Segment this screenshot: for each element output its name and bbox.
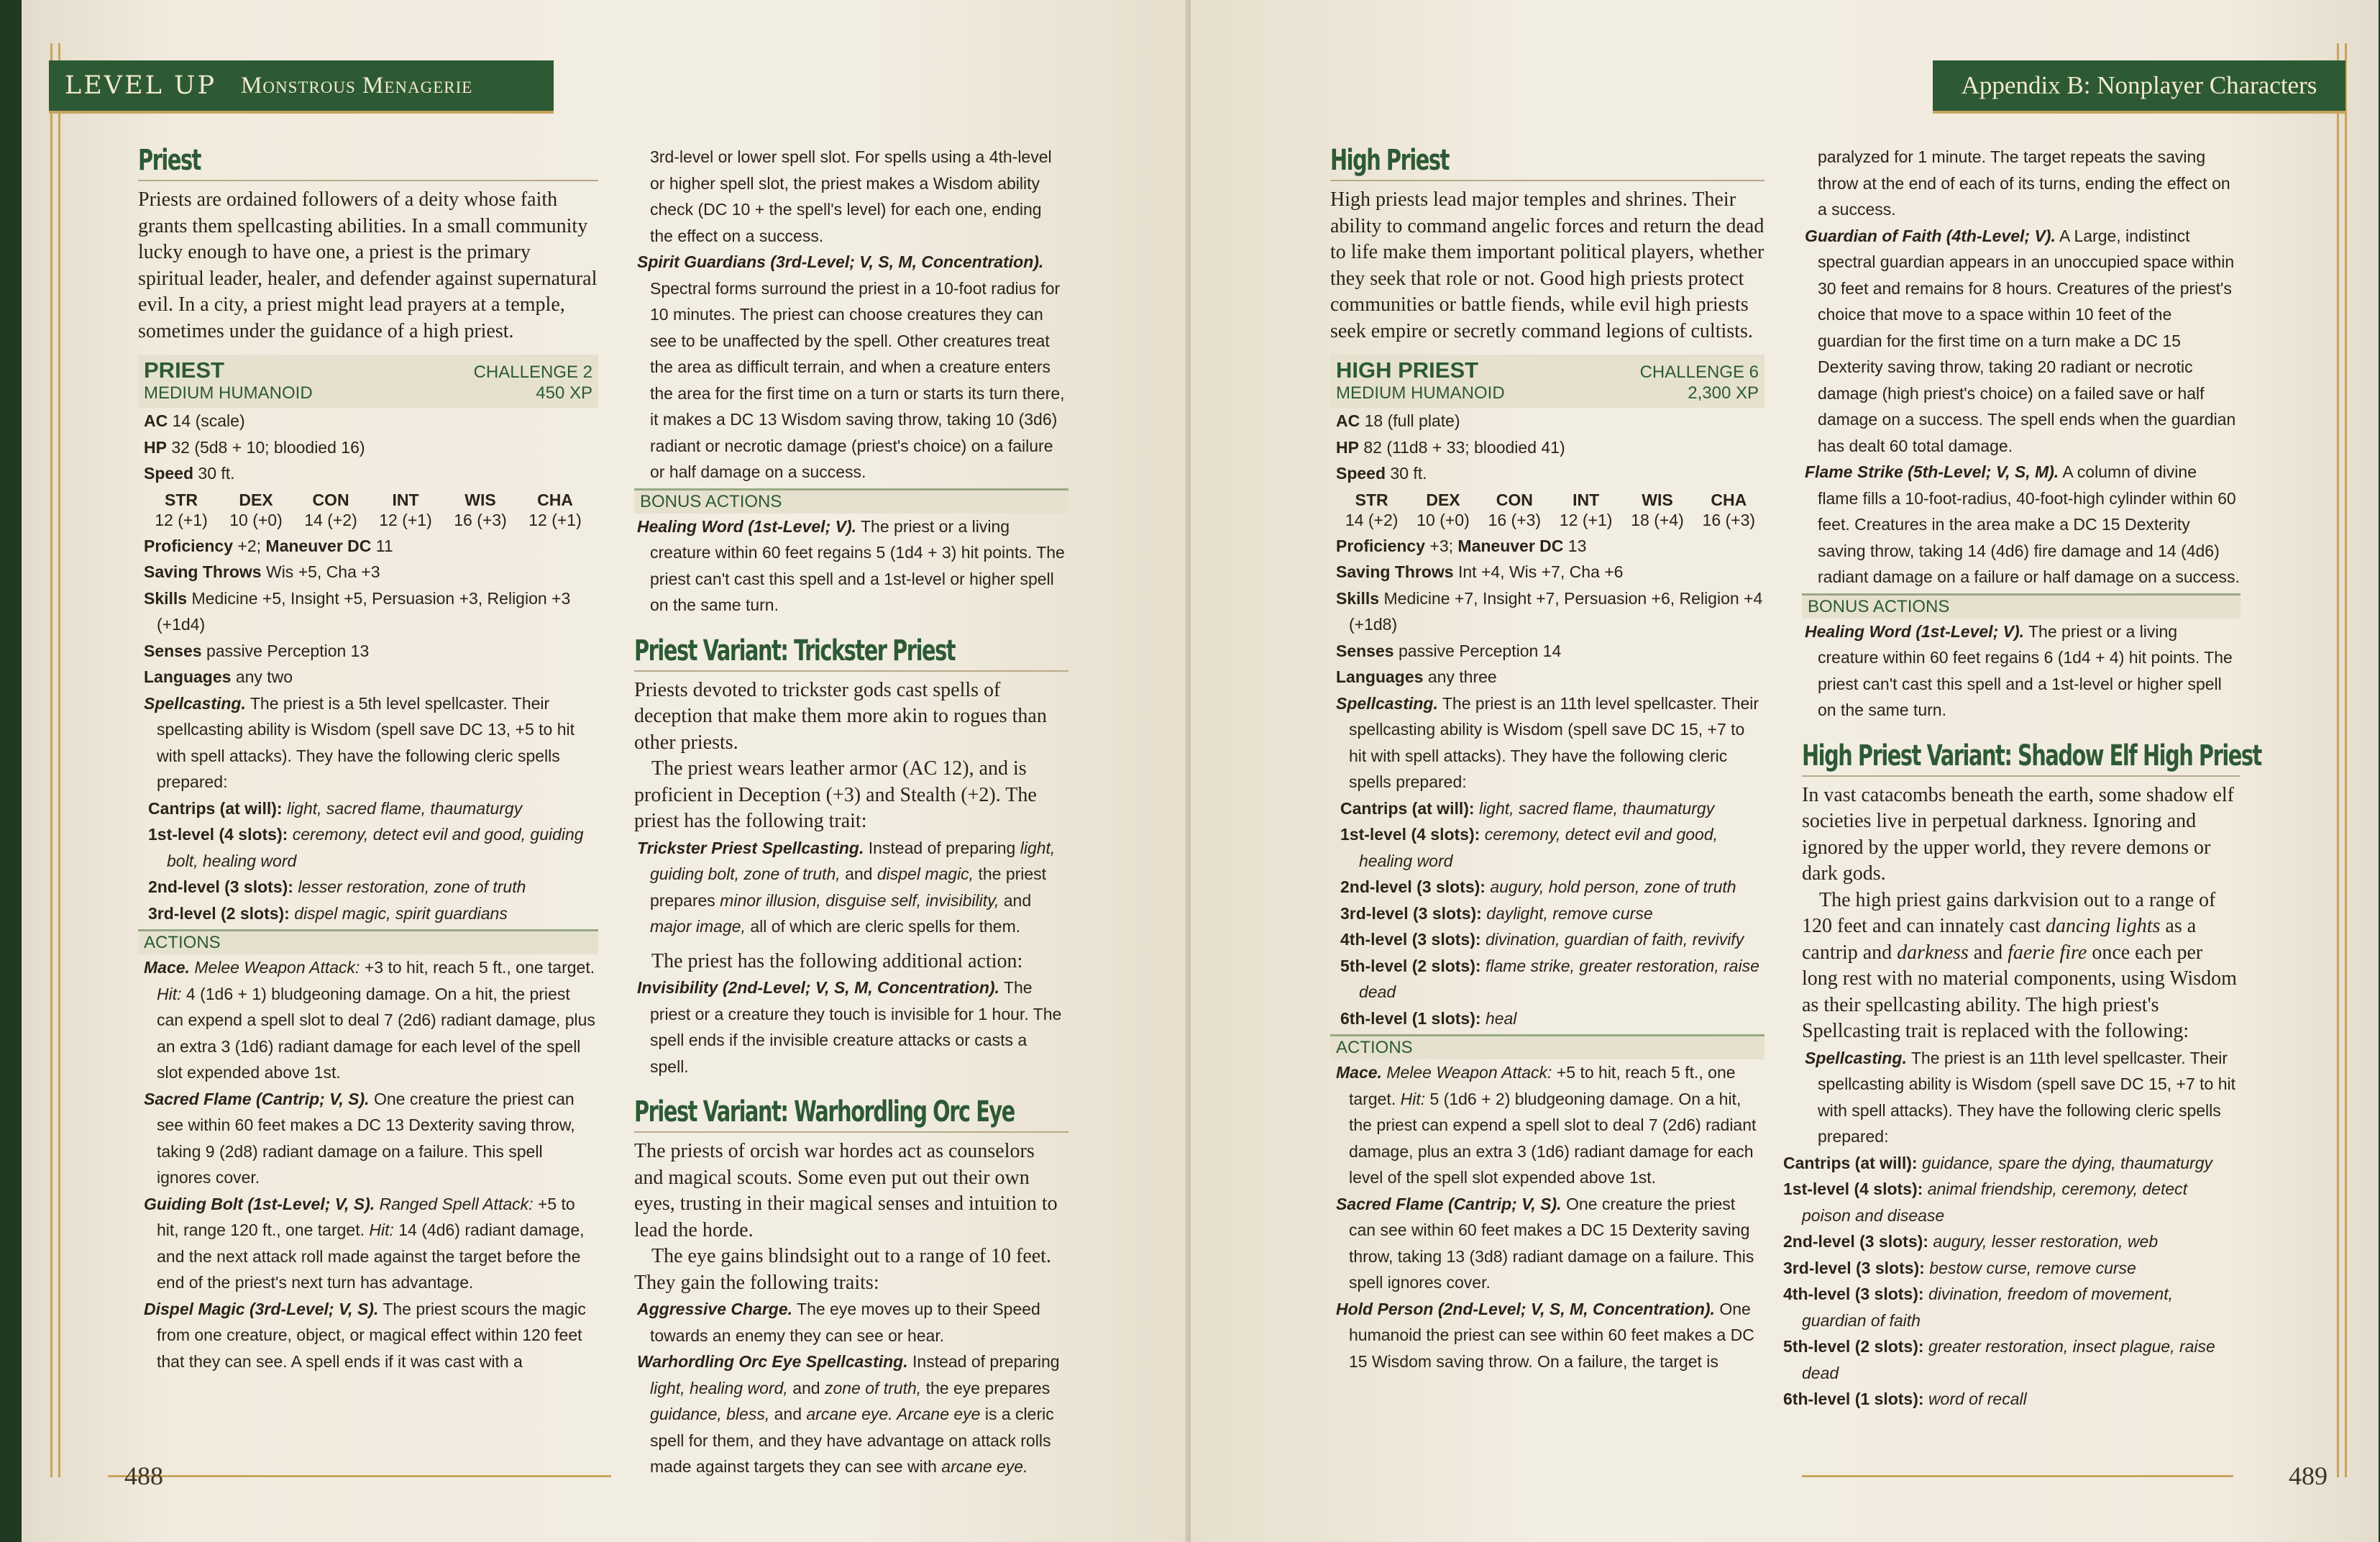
ability-scores <box>1330 490 1765 530</box>
proficiency: Proficiency +3; Maneuver DC 13 <box>1336 536 1587 555</box>
spell-row: 3rd-level (2 slots): dispel magic, spirit guardians <box>148 903 508 923</box>
high-priest-intro: High priests lead major temples and shrines. Their ability to command angelic forces and return the dead to life make them important political players, whether they seek that role or not. Good high priests protect communities or battle fiends, while evil high priests seek empire or secretly command legions of cultists. <box>1330 188 1765 342</box>
spell-row: 3rd-level (3 slots): bestow curse, remove curse <box>1783 1258 2136 1277</box>
spell-row: 1st-level (4 slots): ceremony, detect evil and good, healing word <box>1340 825 1718 870</box>
section-title-priest: Priest <box>138 144 201 177</box>
spell-row: 6th-level (1 slots): heal <box>1340 1008 1517 1028</box>
armor-class: AC 14 (scale) <box>144 411 245 430</box>
trickster-para-1: Priests devoted to trickster gods cast spells of deception that make them more akin to rogues than other priests. <box>634 678 1047 754</box>
trickster-para-2: The priest wears leather armor (AC 12), and is proficient in Deception (+3) and Stealth (+2). The priest has the following trait: <box>634 757 1037 832</box>
frame-left-border <box>50 43 60 1477</box>
orc-aggressive-charge: Aggressive Charge. The eye moves up to their Speed towards an enemy they can see or hear. <box>637 1300 1040 1345</box>
title-rule <box>138 180 598 181</box>
challenge-rating: CHALLENGE 2 <box>473 362 592 382</box>
action-mace: Mace. Melee Weapon Attack: +3 to hit, reach 5 ft., one target. Hit: 4 (1d6 + 1) bludgeoning damage. On a hit, the priest can expend a spell slot to deal 7 (2d6) radiant damage, plus an extra 3 (1d6) radiant damage for each level of the spell slot expended above 1st. <box>144 958 595 1082</box>
series-title: LEVEL UP <box>65 71 217 100</box>
statblock-name: PRIEST <box>144 357 224 383</box>
priest-intro: Priests are ordained followers of a deity whose faith grants them spellcasting abilities. In a small community lucky enough to have one, a priest is the primary spiritual leader, healer, and defender against supernatural evil. In a city, a priest might lead prayers at a temple, sometimes under the guidance of a high priest. <box>138 188 598 342</box>
bonus-healing-word: Healing Word (1st-Level; V). The priest or a living creature within 60 feet regains 5 (1d4 + 3) hit points. The priest can't cast this spell and a 1st-level or higher spell on the same turn. <box>637 516 1065 614</box>
speed: Speed 30 ft. <box>144 464 235 483</box>
hit-points: HP 32 (5d8 + 10; bloodied 16) <box>144 437 365 457</box>
ability-wis: WIS 18 (+4) <box>1631 490 1684 529</box>
ability-dex: DEX 10 (+0) <box>229 490 283 529</box>
action-guiding-bolt: Guiding Bolt (1st-Level; V, S). Ranged Spell Attack: +5 to hit, range 120 ft., one target. Hit: 14 (4d6) radiant damage, and the next attack roll made against the target before the end of the priest's next turn has advantage. <box>144 1194 585 1292</box>
title-rule <box>634 1131 1068 1133</box>
orc-spellcasting: Warhordling Orc Eye Spellcasting. Instead of preparing light, healing word, and zone of truth, the eye prepares guidance, bless, and arcane eye. Arcane eye is a cleric spell for them, and they have advantage on attack rolls made against targets they can see with arcane eye. <box>637 1352 1060 1476</box>
trickster-invisibility: Invisibility (2nd-Level; V, S, M, Concentration). The priest or a creature they touch is invisible for 1 hour. The spell ends if the invisible creature attacks or casts a spell. <box>637 978 1062 1076</box>
saving-throws: Saving Throws Wis +5, Cha +3 <box>144 562 380 581</box>
action-flame-strike: Flame Strike (5th-Level; V, S, M). A column of divine flame fills a 10-foot-radius, 40-foot-high cylinder within 60 feet. Creatures in the area make a DC 15 Dexterity saving throw, taking 14 (4d6) fire damage and 14 (4d6) radiant damage on a failure or half damage on a success. <box>1805 462 2240 586</box>
spell-row: 6th-level (1 slots): word of recall <box>1783 1390 2027 1408</box>
spell-row: 1st-level (4 slots): animal friendship, ceremony, detect poison and disease <box>1783 1180 2188 1225</box>
hit-points: HP 82 (11d8 + 33; bloodied 41) <box>1336 437 1565 457</box>
spellcasting-trait: Spellcasting. The priest is an 11th level spellcaster. Their spellcasting ability is Wisdom (spell save DC 15, +7 to hit with spell attacks). They have the following cleric spells prepared: <box>1336 693 1759 791</box>
running-header-left <box>49 60 554 111</box>
trickster-spellcasting: Trickster Priest Spellcasting. Instead of preparing light, guiding bolt, zone of truth, and dispel magic, the priest prepares minor illusion, disguise self, invisibility, and major image, all of which are cleric spells for them. <box>637 838 1056 936</box>
spell-row: 4th-level (3 slots): divination, freedom of movement, guardian of faith <box>1783 1285 2173 1330</box>
book-title: Monstrous Menagerie <box>241 72 473 99</box>
statblock-header <box>1330 355 1765 408</box>
spell-row: 3rd-level (3 slots): daylight, remove curse <box>1340 903 1653 923</box>
section-title-trickster: Priest Variant: Trickster Priest <box>634 634 956 667</box>
bonus-actions-heading: BONUS ACTIONS <box>634 488 1068 514</box>
xp-value: 2,300 XP <box>1688 383 1759 403</box>
statblock-name: HIGH PRIEST <box>1336 357 1479 383</box>
title-rule <box>634 670 1068 672</box>
spell-row: 4th-level (3 slots): divination, guardian of faith, revivify <box>1340 930 1744 949</box>
action-spirit-guardians: Spirit Guardians (3rd-Level; V, S, M, Concentration). Spectral forms surround the priest in a 10-foot radius for 10 minutes. The priest can choose creatures they can see to be unaffected by the spell. Other creatures treat the area as difficult terrain, and when a creature enters the area for the first time on a turn or starts its turn there, it makes a DC 13 Wisdom saving throw, taking 10 (3d6) radiant or necrotic damage (priest's choice) on a failure or half damage on a success. <box>637 252 1065 481</box>
spellcasting-trait: Spellcasting. The priest is a 5th level spellcaster. Their spellcasting ability is Wisdom (spell save DC 13, +5 to hit with spell attacks). They have the following cleric spells prepared: <box>144 693 575 791</box>
action-sacred-flame: Sacred Flame (Cantrip; V, S). One creature the priest can see within 60 feet makes a DC 15 Dexterity saving throw, taking 13 (3d8) radiant damage on a failure. This spell ignores cover. <box>1336 1194 1754 1292</box>
orc-para-2: The eye gains blindsight out to a range of 10 feet. They gain the following traits: <box>634 1245 1051 1294</box>
actions-heading: ACTIONS <box>138 929 598 954</box>
ability-str: STR 12 (+1) <box>155 490 208 529</box>
hold-person-continued: paralyzed for 1 minute. The target repeats the saving throw at the end of each of its turns, ending the effect on a success. <box>1818 147 2230 219</box>
right-column-1 <box>1330 144 1765 1374</box>
skills: Skills Medicine +7, Insight +7, Persuasion +6, Religion +4 (+1d8) <box>1336 588 1763 634</box>
senses: Senses passive Perception 13 <box>144 641 370 660</box>
title-rule <box>1802 775 2241 777</box>
action-sacred-flame: Sacred Flame (Cantrip; V, S). One creature the priest can see within 60 feet makes a DC 13 Dexterity saving throw, taking 9 (2d8) radiant damage on a failure. This spell ignores cover. <box>144 1089 575 1187</box>
spell-row: 2nd-level (3 slots): lesser restoration, zone of truth <box>148 877 526 896</box>
shadow-para-2: The high priest gains darkvision out to a range of 120 feet and can innately cast dancing lights as a cantrip and darkness and faerie fire once each per long rest with no material components, using Wisdom as their spellcasting ability. The high priest's Spellcasting trait is replaced with the following: <box>1802 888 2237 1042</box>
xp-value: 450 XP <box>536 383 592 403</box>
spell-row: Cantrips (at will): guidance, spare the dying, thaumaturgy <box>1783 1153 2212 1172</box>
footer-rule <box>108 1475 611 1477</box>
left-column-2 <box>634 144 1068 1480</box>
spell-row: 5th-level (2 slots): flame strike, greater restoration, raise dead <box>1340 956 1759 1001</box>
proficiency: Proficiency +2; Maneuver DC 11 <box>144 536 393 555</box>
spell-row: Cantrips (at will): light, sacred flame, thaumaturgy <box>1340 798 1715 818</box>
senses: Senses passive Perception 14 <box>1336 641 1562 660</box>
shadow-para-1: In vast catacombs beneath the earth, some shadow elf societies live in perpetual darkness. Ignoring and ignored by the upper world, they revere demons or dark gods. <box>1802 783 2235 885</box>
left-column-1 <box>138 144 598 1374</box>
section-title-orc-eye: Priest Variant: Warhordling Orc Eye <box>634 1095 1015 1128</box>
dispel-magic-continued: 3rd-level or lower spell slot. For spells using a 4th-level or higher spell slot, the priest makes a Wisdom ability check (DC 10 + the spell's level) for each one, ending the effect on a success. <box>650 147 1052 245</box>
left-page <box>22 0 1209 1542</box>
orc-para-1: The priests of orcish war hordes act as counselors and magical scouts. Some even put out their own eyes, trusting in their magical senses and intuition to lead the horde. <box>634 1140 1058 1241</box>
creature-type: MEDIUM HUMANOID <box>1336 383 1505 403</box>
page-number-left: 488 <box>124 1461 163 1490</box>
appendix-title: Appendix B: Nonplayer Characters <box>1961 71 2317 99</box>
ability-scores <box>138 490 598 530</box>
footer-rule <box>1802 1475 2233 1477</box>
statblock-header <box>138 355 598 408</box>
section-title-high-priest: High Priest <box>1330 144 1449 177</box>
running-header-right <box>1933 60 2345 111</box>
action-dispel-magic: Dispel Magic (3rd-Level; V, S). The priest scours the magic from one creature, object, or magical effect within 120 feet that they can see. A spell ends if it was cast with a <box>144 1299 586 1371</box>
ability-con: CON 14 (+2) <box>304 490 357 529</box>
bonus-healing-word: Healing Word (1st-Level; V). The priest or a living creature within 60 feet regains 6 (1d4 + 4) hit points. The priest can't cast this spell and a 1st-level or higher spell on the same turn. <box>1805 621 2233 719</box>
skills: Skills Medicine +5, Insight +5, Persuasion +3, Religion +3 (+1d4) <box>144 588 571 634</box>
spell-row: 2nd-level (3 slots): augury, lesser restoration, web <box>1783 1232 2159 1251</box>
languages: Languages any two <box>144 667 293 686</box>
speed: Speed 30 ft. <box>1336 464 1427 483</box>
actions-heading: ACTIONS <box>1330 1034 1765 1059</box>
trickster-para-3: The priest has the following additional action: <box>651 949 1023 972</box>
frame-right-border <box>2337 43 2347 1477</box>
spell-row: 1st-level (4 slots): ceremony, detect evil and good, guiding bolt, healing word <box>148 825 584 870</box>
spell-row: Cantrips (at will): light, sacred flame, thaumaturgy <box>148 798 523 818</box>
ability-int: INT 12 (+1) <box>379 490 432 529</box>
spell-row: 5th-level (2 slots): greater restoration, insect plague, raise dead <box>1783 1337 2215 1382</box>
shadow-spellcasting: Spellcasting. The priest is an 11th level spellcaster. Their spellcasting ability is Wisdom (spell save DC 15, +7 to hit with spell attacks). They have the following cleric spells prepared: <box>1805 1048 2235 1146</box>
ability-cha: CHA 12 (+1) <box>528 490 582 529</box>
right-page <box>1191 0 2379 1542</box>
spell-row: 2nd-level (3 slots): augury, hold person, zone of truth <box>1340 877 1736 896</box>
right-column-2 <box>1783 144 2261 1413</box>
ability-str: STR 14 (+2) <box>1345 490 1399 529</box>
ability-dex: DEX 10 (+0) <box>1416 490 1470 529</box>
ability-int: INT 12 (+1) <box>1559 490 1613 529</box>
languages: Languages any three <box>1336 667 1497 686</box>
saving-throws: Saving Throws Int +4, Wis +7, Cha +6 <box>1336 562 1624 581</box>
action-hold-person: Hold Person (2nd-Level; V, S, M, Concentration). One humanoid the priest can see within 60 feet makes a DC 15 Wisdom saving throw. On a failure, the target is <box>1336 1299 1754 1371</box>
challenge-rating: CHALLENGE 6 <box>1639 362 1759 382</box>
bonus-actions-heading: BONUS ACTIONS <box>1802 593 2241 619</box>
creature-type: MEDIUM HUMANOID <box>144 383 313 403</box>
action-guardian-of-faith: Guardian of Faith (4th-Level; V). A Large, indistinct spectral guardian appears in an unoccupied space within 30 feet and remains for 8 hours. Creatures of the priest's choice that move to a space within 10 feet of the guardian for the first time on a turn make a DC 15 Dexterity saving throw, taking 20 radiant or necrotic damage (high priest's choice) on a failed save or half damage on a success. The spell ends when the guardian has dealt 60 total damage. <box>1805 226 2236 455</box>
armor-class: AC 18 (full plate) <box>1336 411 1460 430</box>
ability-con: CON 16 (+3) <box>1488 490 1542 529</box>
ability-wis: WIS 16 (+3) <box>454 490 507 529</box>
title-rule <box>1330 180 1765 181</box>
page-number-right: 489 <box>2289 1461 2328 1490</box>
ability-cha: CHA 16 (+3) <box>1702 490 1756 529</box>
section-title-shadow-elf: High Priest Variant: Shadow Elf High Priest <box>1802 739 2261 772</box>
action-mace: Mace. Melee Weapon Attack: +5 to hit, reach 5 ft., one target. Hit: 5 (1d6 + 2) bludgeoning damage. On a hit, the priest can expend a spell slot to deal 7 (2d6) radiant damage, plus an extra 3 (1d6) radiant damage for each level of the spell slot expended above 1st. <box>1336 1063 1757 1187</box>
